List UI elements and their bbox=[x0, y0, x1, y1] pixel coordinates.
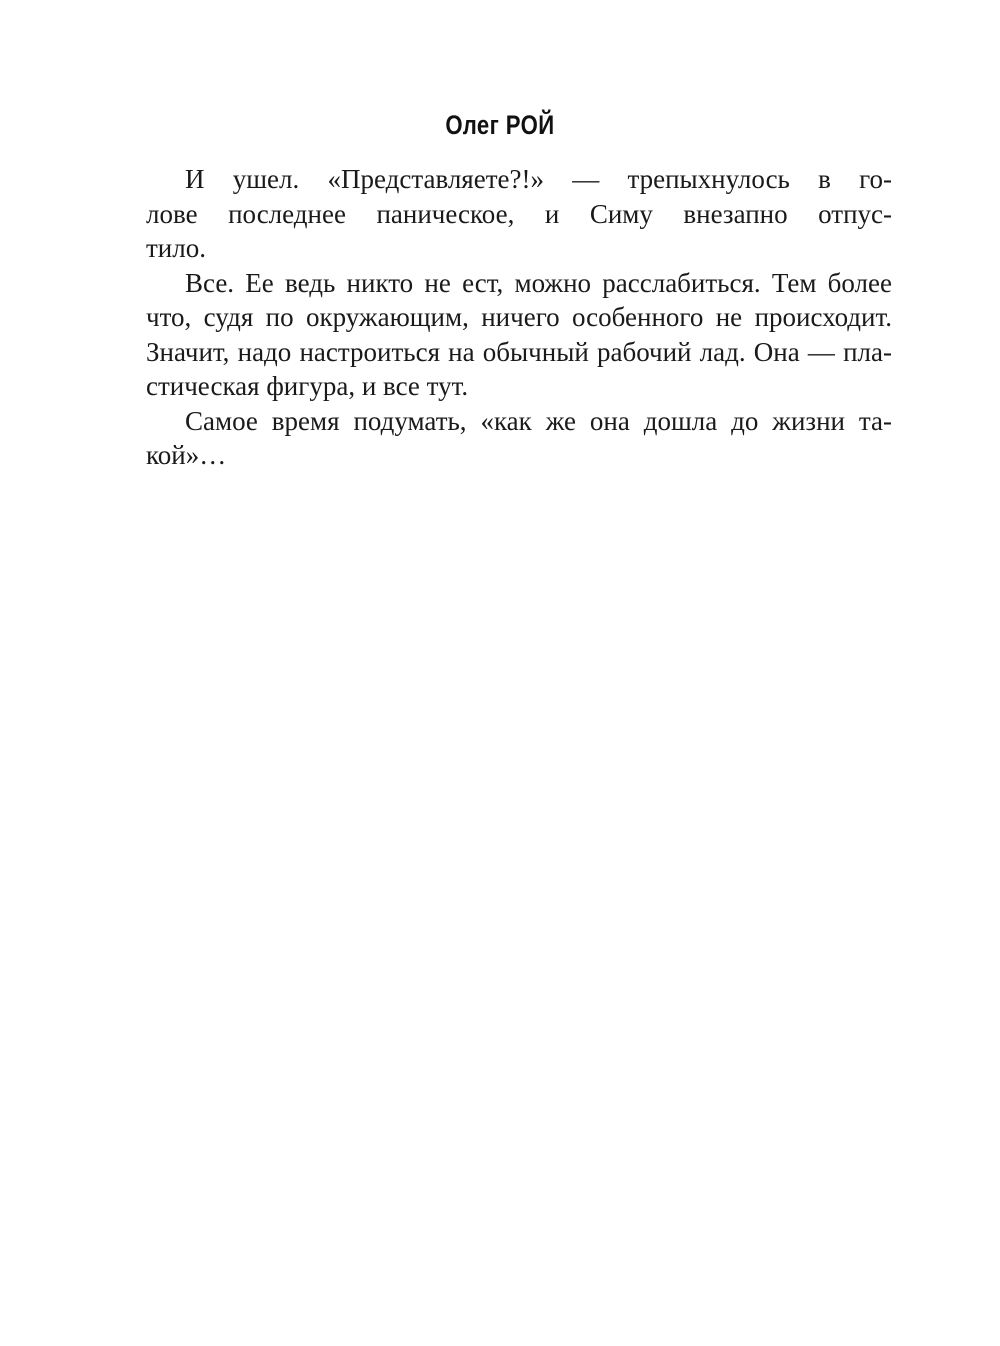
paragraph-2-line-1: Все. Ее ведь никто не ест, можно расслабиться. Тем более bbox=[185, 267, 892, 298]
paragraph-2-line-4: стическая фигура, и все тут. bbox=[146, 371, 469, 401]
paragraph-3-line-1: Самое время подумать, «как же она дошла до жизни та- bbox=[185, 405, 892, 436]
body-text bbox=[146, 162, 892, 473]
paragraph-2-line-3: Значит, надо настроиться на обычный рабочий лад. Она — пла- bbox=[146, 336, 892, 367]
running-head-author: Олег РОЙ bbox=[445, 110, 555, 140]
paragraph-1-line-3: тило. bbox=[146, 233, 206, 263]
paragraph-2-line-2: что, судя по окружающим, ничего особенного не происходит. bbox=[146, 302, 892, 332]
paragraph-1-line-1: И ушел. «Представляете?!» — трепыхнулось в го- bbox=[185, 164, 892, 194]
paragraph-1-line-2: лове последнее паническое, и Симу внезапно отпус- bbox=[146, 198, 892, 229]
paragraph-3-line-2: кой»… bbox=[146, 440, 227, 470]
